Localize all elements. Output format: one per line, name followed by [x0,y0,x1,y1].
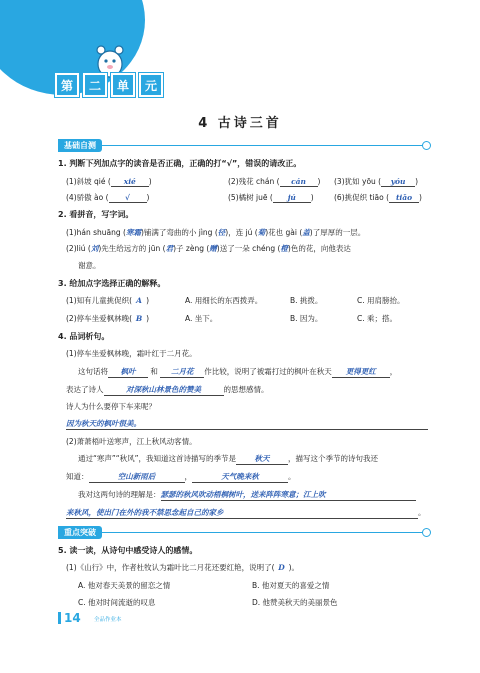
q4-line: 通过“寒声”“秋风”，我知道这首诗描写的季节是 秋天 ，描写这个季节的诗句我还 [78,454,379,463]
section-bar-basic [58,139,430,152]
q3-option: A. 用细长的东西拨弄。 [185,296,263,305]
q5-option: C. 他对时间流逝的叹息 [78,598,156,607]
q1-item: (3)犹如 yōu ( yóu ) [334,177,419,186]
q1-item: (1)斜坡 qié ( xié ) [66,177,152,186]
handwritten-answer: 径 [217,228,226,237]
poem-quote: (2)萧萧梧叶送寒声，江上秋风动客情。 [66,437,197,446]
q2-line: 谢意。 [78,261,101,270]
q2-line: (1)hán shuāng (寒霜)铺满了弯曲的小 jìng (径)，连 jú (菊)花也 gài (盖)了厚厚的一层。 [66,228,366,237]
section-bar-key [58,526,430,539]
handwritten-answer: yóu [381,177,415,187]
question-1-prompt [58,158,301,169]
section-label-key: 重点突破 [58,526,102,539]
handwritten-answer: 瑟瑟的秋风吹动梧桐树叶，送来阵阵寒意；江上吹 [161,489,416,501]
footer-accent-bar [58,612,61,624]
footer-brand: 全品作业本 [94,617,122,623]
q5-option: D. 他赞美秋天的美丽景色 [252,598,338,607]
prompt-text: 判断下列加点字的读音是否正确，正确的打“√”，错误的请改正。 [69,159,302,168]
question-2-prompt: 2. 看拼音，写字词。 [58,210,134,219]
handwritten-answer: 因为秋天的枫叶很美。 [66,418,428,430]
lesson-title: 4 古诗三首 [198,116,282,131]
q3-option: B. 挑拨。 [290,296,323,305]
q1-item: (4)骄傲 ào ( √ ) [66,193,150,202]
q1-item: (6)挑促织 tiāo ( tiǎo ) [334,193,422,202]
poem-quote: (1)停车坐爱枫林晚，霜叶红于二月花。 [66,349,197,358]
handwritten-answer: 菊 [257,228,266,237]
handwritten-answer: 来秋风，使出门在外的我不禁思念起自己的家乡 [66,507,418,519]
unit-banner [55,73,163,97]
handwritten-answer: cán [280,177,318,187]
unit-char: 单 [111,73,135,97]
handwritten-answer: xié [111,177,149,187]
q3-option: C. 用肩膀抬。 [357,296,405,305]
q1-item: (2)残花 chán ( cán ) [228,177,321,186]
unit-char: 元 [139,73,163,97]
q3-item: (2)停车坐爱枫林晚( B ) [66,314,149,323]
q5-option: B. 他对夏天的喜爱之情 [252,581,330,590]
question-number: 1. [58,159,67,168]
q4-line: 诗人为什么要停下车来呢？ [66,402,156,411]
section-label-basic: 基础自测 [58,139,102,152]
q3-option: A. 坐下。 [185,314,218,323]
q3-item: (1)知有儿童挑促织( A ) [66,296,149,305]
q1-item: (5)橘树 juē ( jú ) [228,193,314,202]
handwritten-answer: B [135,314,143,323]
q4-line: 表达了诗人 对深秋山林景色的赞美 的思想感情。 [66,385,269,394]
q4-line: 来秋风，使出门在外的我不禁思念起自己的家乡 。 [66,508,426,517]
handwritten-answer: 赠 [209,244,217,253]
unit-char: 二 [83,73,107,97]
question-3-prompt: 3. 给加点字选择正确的解释。 [58,279,166,288]
q4-line: 知道： 空山新雨后 ， 天气晚来秋 。 [66,472,296,481]
handwritten-answer: 空山新雨后 [89,471,185,483]
unit-char: 第 [55,73,79,97]
handwritten-answer: 寒霜 [125,228,141,237]
handwritten-answer: jú [273,193,311,203]
handwritten-answer: A [136,296,142,305]
circle-end-icon [422,141,431,150]
q2-line: (2)liú (刘)先生给远方的 jūn (君)子 zèng (赠)送了一朵 chéng (橙)色的花，向他表达 [66,244,351,253]
question-5-prompt: 5. 读一读，从诗句中感受诗人的感情。 [58,546,198,555]
circle-end-icon [422,528,431,537]
handwritten-answer: √ [109,193,147,203]
q4-line: 我对这两句诗的理解是：瑟瑟的秋风吹动梧桐树叶，送来阵阵寒意；江上吹 [78,489,416,501]
q5-sub: (1)《山行》中，作者杜牧认为霜叶比二月花还要红艳，说明了( D )。 [66,563,299,572]
handwritten-answer: 君 [165,244,174,253]
handwritten-answer: 橙 [280,244,288,253]
handwritten-answer: D [278,563,285,572]
handwritten-answer: tiǎo [389,193,419,203]
q4-answer-line [66,418,428,430]
handwritten-answer: 对深秋山林景色的赞美 [104,384,224,396]
page-number: 14 [64,611,81,625]
handwritten-answer: 秋天 [236,453,288,465]
handwritten-answer: 刘 [90,244,99,253]
handwritten-answer: 二月花 [160,366,204,378]
handwritten-answer: 天气晚来秋 [192,471,288,483]
q5-option: A. 他对春天美景的留恋之情 [78,581,171,590]
handwritten-answer: 枫叶 [108,366,148,378]
question-4-prompt: 4. 品词析句。 [58,332,110,341]
q3-option: B. 因为。 [290,314,323,323]
handwritten-answer: 盖 [302,228,310,237]
handwritten-answer: 更得更红 [332,366,390,378]
q4-line: 这句话将 枫叶 和 二月花 作比较，说明了被霜打过的枫叶在秋天 更得更红 ， [78,367,398,376]
q3-option: C. 乘；搭。 [357,314,398,323]
